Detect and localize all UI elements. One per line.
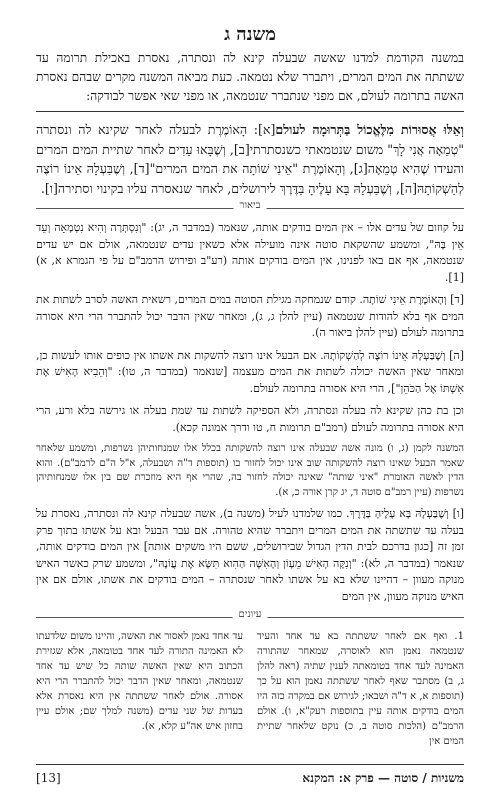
commentary-c4: וכן בת כהן שקינא לה בעלה ונסתרה, ולא הספיקה לשתות עד שמת בעלה או גירשה בלא ורע, הרי היא אסורה בתרומה לעולם (רמב"ם תרומות ח, טו ודרך אמונה קכא). [36, 404, 464, 434]
notes-separator [36, 611, 464, 623]
page-number: [13] [36, 771, 61, 785]
mishnah-part-6: [ה], וְשֶׁבַּעְלָהּ בָּא עָלֶיהָ בַּדֶּרֶךְ לירושלים, לאחר שנאסרה עליו בקינוי וסתירה [57, 180, 418, 196]
mishnah-title: משנה ג [224, 24, 276, 45]
mishnah-part-4: [ג], וְהָאוֹמֶרֶת "אֵינִי שׁוֹתָה את המים המרים" [149, 161, 368, 176]
commentary-label: ביאור [234, 200, 267, 211]
notes-label: עיונים [233, 609, 268, 620]
notes-col-right: 1. ואף אם לאחר ששתתה בא עד אחד והעיד שנטמאה נאמן הוא לאוסרה, שמאחר שהתורה האמינה לעד אחד בטומאתה לענין שתיה (ראה להלן ג, ב) מסתבר שאף לאחר ששתתה נאמן הוא על כך (תוספות א, א ד"ה ושבאו; לגירוש אם במקרה כזה היו המים בודקים אותה עיין בתוספות רעק"א, ו). אולם הרמב"ם (הלכות סוטה ב, כ) נוקט שלאחר שתיית המים אין [257, 631, 464, 747]
commentary-c2: [ד] וְהָאוֹמֶרֶת אֵינִי שׁוֹתָה. קודם שנמחקה מגילת הסוטה במים המרים, רשאית האשה לסרב לשתות את המים אף בלא להודות שנטמאה (עיין להלן ג, ג), ומאחר שאין הדבר יכול להתברר הרי היא אסורה בתרומה לעולם (עיין להלן ביאור ה). [36, 293, 464, 339]
commentary-c1: על קוזום של עדים אלו – אין המים בודקים אותה, שנאמר (במדבר ה, יג): "וְנִסְתְּרָה וְהִיא נִטְמָאָה וְעֵד אֵין בָּהּ", ומשמע שהשקאת סוטה אינה מועילה אלא כשאין עדים שנטמאה, אולם אם יש עדים שנטמאה, אף אם באו לפנינו, אין המים בודקים אותה (רע"ב ופירוש הרמב"ם על פי הגמרא א, א)[1]. [36, 221, 464, 284]
mishnah-part-1: וְאֵלּוּ אֲסוּרוֹת מִלֶּאֱכוֹל בַּתְּרוּמָה לעולם [275, 122, 464, 137]
commentary-separator [36, 202, 464, 214]
page-footer [36, 764, 464, 786]
mishnah-part-3: [ב], וְשֶׁבָּאוּ עֵדִים לאחר שתיית המים המרים והעידו שֶׁהִיא טְמֵאָה [36, 141, 465, 176]
mishnah-part-2: [א]: הָאוֹמֶרֶת לבעלה לאחר שקינא לה ונסתרה "טְמֵאָה אֲנִי לָךְ" משום שנטמאתי כשנסתרתי [36, 122, 464, 157]
notes-col-left: עד אחד נאמן לאסור את האשה, והיינו משום שלדעתו לא האמינה התורה לעד אחד בטומאה, אלא שגזירת הכתוב היא שאין האשה שותה כל שיש עד אחד שנטמאה, ומאחר שאין הדבר יכול להתברר הרי היא אסורה. אולם לאחר ששתתה אין היא נאסרת אלא בעדות של שני עדים (משנה למלך שם; אולם עיין בחזון איש אה"ע קלא, א). [36, 631, 243, 732]
mishnah-text [36, 120, 464, 198]
mishnah-part-7: [ו]. [40, 180, 58, 196]
commentary-c3: [ה] וְשֶׁבַּעְלָהּ אֵינוֹ רוֹצֶה לְהַשְׁקוֹתָהּ. אם הבעל אינו רוצה להשקות את אשתו אין כופים אותו לעשות כן, ומאחר שאין האשה יכולה לשתות את המים מעצמה [שנאמר (במדבר ה, טו): "וְהֵבִיא הָאִישׁ אֶת אִשְׁתּוֹ אֶל הַכֹּהֵן"], הרי היא אסורה בתרומה לעולם. [36, 348, 464, 395]
intro-paragraph: במשנה הקודמת למדנו שאשה שבעלה קינא לה ונסתרה, נאסרת באכילת תרומה עד ששתתה את המים המרים, ויתברר שלא נטמאה. כעת מביאה המשנה מקרים שבהם נאסרת האשה בתרומה לעולם, אם מפני שנתברר שנטמאה, או מפני שאי אפשר לבודקה: [36, 51, 464, 103]
divider [36, 111, 464, 112]
commentary-c5: המשנה לקמן (ג, ו) מונה אשה שבעלה אינו רוצה להשקותה בכלל אלו שמנחותיהן נשרפות, ומשמע שלאחר שאמר הבעל שאינו רוצה להשקותה שוב אינו יכול לחזור בו (תוספות ד"ה ושבעלה, א"ל ה"ם לרמב"ם). והוא הדין לאשה האומרת "איני שותה" שאינה יכולה לחזור בה, שהרי אף היא מוזכרת שם בין אלו שמנחותיהן נשרפות (עיין רמב"ם סוטה ד, יג קרן אורה כ, א). [36, 443, 464, 498]
commentary-c6: [ו] וְשֶׁבַּעְלָהּ בָּא עָלֶיהָ בַּדֶּרֶךְ. כמו שלמדנו לעיל (משנה ב), אשה שבעלה קינא לה ונסתרה, נאסרת על בעלה עד שתשתה את המים המרים ויתברר שהיא טהורה. אם עבר הבעל ובא על אשתו בתוך פרק זמן זה [כגון בדרכם לבית הדין הגדול שבירושלים, ששם היו משקים אותה] אין המים בודקים אותה, שנאמר (במדבר ה, לא): "וְנִקָּה הָאִישׁ מֵעָוֹן וְהָאִשָּׁה הַהִוא תִּשָּׂא אֶת עֲוֹנָהּ", ומשמע שרק כאשר האיש מנוקה מעוון – דהיינו שלא בא על אשתו לאחר שנסתרה – המים בודקים את אשתו, אולם אם אין האיש מנוקה מעוון, אין המים [36, 507, 464, 603]
notes-columns [36, 629, 464, 749]
mishnah-part-5: [ד], וְשֶׁבַּעְלָהּ אֵינוֹ רוֹצֶה לְהַשְׁקוֹתָהּ [36, 161, 464, 196]
footer-title: משניות / סוטה — פרק א: המקנא [302, 771, 464, 785]
